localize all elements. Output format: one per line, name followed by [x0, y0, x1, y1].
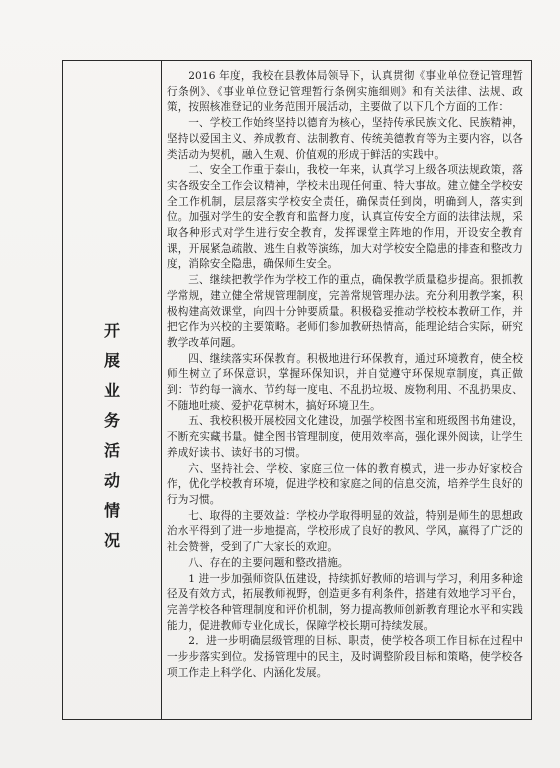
paragraph-moral-education: 一、学校工作始终坚持以德育为核心，坚持传承民族文化、民族精神，坚持以爱国主义、养成教育、法制教育、传统美德教育等为主要内容，以各类活动为契机，融入生观、价值观的形成于鲜活的实践中。	[167, 117, 523, 161]
section-label-char: 情	[103, 501, 120, 520]
paragraph-environment: 四、继续落实环保教育。积极地进行环保教育，通过环境教育，使全校师生树立了环保意识，掌握环保知识，并自觉遵守环保规章制度，真正做到：节约每一滴水、节约每一度电、不乱扔垃圾、废物利用、不乱扔果皮、不随地吐痰、爱护花草树木，搞好环境卫生。	[167, 352, 523, 412]
paragraph-home-school: 六、坚持社会、学校、家庭三位一体的教育模式，进一步办好家校合作，优化学校教育环境，促进学校和家庭之间的信息交流，培养学生良好的行为习惯。	[167, 462, 523, 506]
paragraph-campus-culture: 五、我校积极开展校园文化建设，加强学校图书室和班级图书角建设，不断充实藏书量。健全图书管理制度，使用效率高，强化课外阅读，让学生养成好读书、读好书的习惯。	[167, 415, 523, 459]
paragraph-problems-heading: 八、存在的主要问题和整改措施。	[188, 556, 349, 569]
section-label-char: 业	[103, 381, 120, 400]
section-label-char: 活	[103, 441, 120, 460]
section-label-char: 展	[103, 351, 120, 370]
section-label-char: 况	[103, 531, 120, 550]
section-label-char: 务	[103, 411, 120, 430]
activity-content	[167, 69, 523, 681]
section-label-char: 开	[103, 321, 120, 340]
intro-paragraph: 2016 年度，我校在县教体局领导下，认真贯彻《事业单位登记管理暂行条例》、《事业单位登记管理暂行条例实施细则》和有关法律、法规、政策，按照核准登记的业务范围开展活动，主要做了以下几个方面的工作：	[167, 70, 523, 114]
section-label-char: 动	[103, 471, 120, 490]
section-label-cell	[63, 61, 162, 719]
section-label	[63, 316, 161, 556]
paragraph-teaching: 三、继续把教学作为学校工作的重点，确保教学质量稳步提高。狠抓教学常规，建立健全常规管理制度，完善常规管理办法。充分利用教学案，积极构建高效课堂，向四十分钟要质量。积极稳妥推动学校校本教研工作，并把它作为兴校的主要策略。老师们参加教研热情高，能理论结合实际，研究教学改革问题。	[167, 274, 523, 349]
paragraph-measure-2: 2．进一步明确层级管理的目标、职责，使学校各项工作目标在过程中一步步落实到位。发扬管理中的民主，及时调整阶段目标和策略，使学校各项工作走上科学化、内涵化发展。	[167, 635, 523, 679]
paragraph-safety: 二、安全工作重于泰山，我校一年来，认真学习上级各项法规政策，落实各级安全工作会议精神，学校未出现任何重、特大事故。建立健全学校安全工作机制，层层落实学校安全责任，确保责任到岗，明确到人，落实到位。加强对学生的安全教育和监督力度，认真宣传安全方面的法律法规，采取各种形式对学生进行安全教育，发挥课堂主阵地的作用，开设安全教育课，开展紧急疏散、逃生自救等演练，加大对学校安全隐患的排查和整改力度，消除安全隐患，确保师生安全。	[167, 164, 523, 271]
paragraph-benefits: 七、取得的主要效益：学校办学取得明显的效益，特别是师生的思想政治水平得到了进一步地提高，学校形成了良好的教风、学风，赢得了广泛的社会赞誉，受到了广大家长的欢迎。	[167, 509, 523, 554]
report-table	[62, 60, 532, 720]
paragraph-measure-1: 1 进一步加强师资队伍建设，持续抓好教师的培训与学习，利用多种途径及有效方式，拓展教师视野，创造更多有利条件，搭建有效地学习平台，完善学校各种管理制度和评价机制，努力提高教师创新教育理论水平和实践能力，促进教师专业化成长，保障学校长期可持续发展。	[167, 572, 523, 632]
